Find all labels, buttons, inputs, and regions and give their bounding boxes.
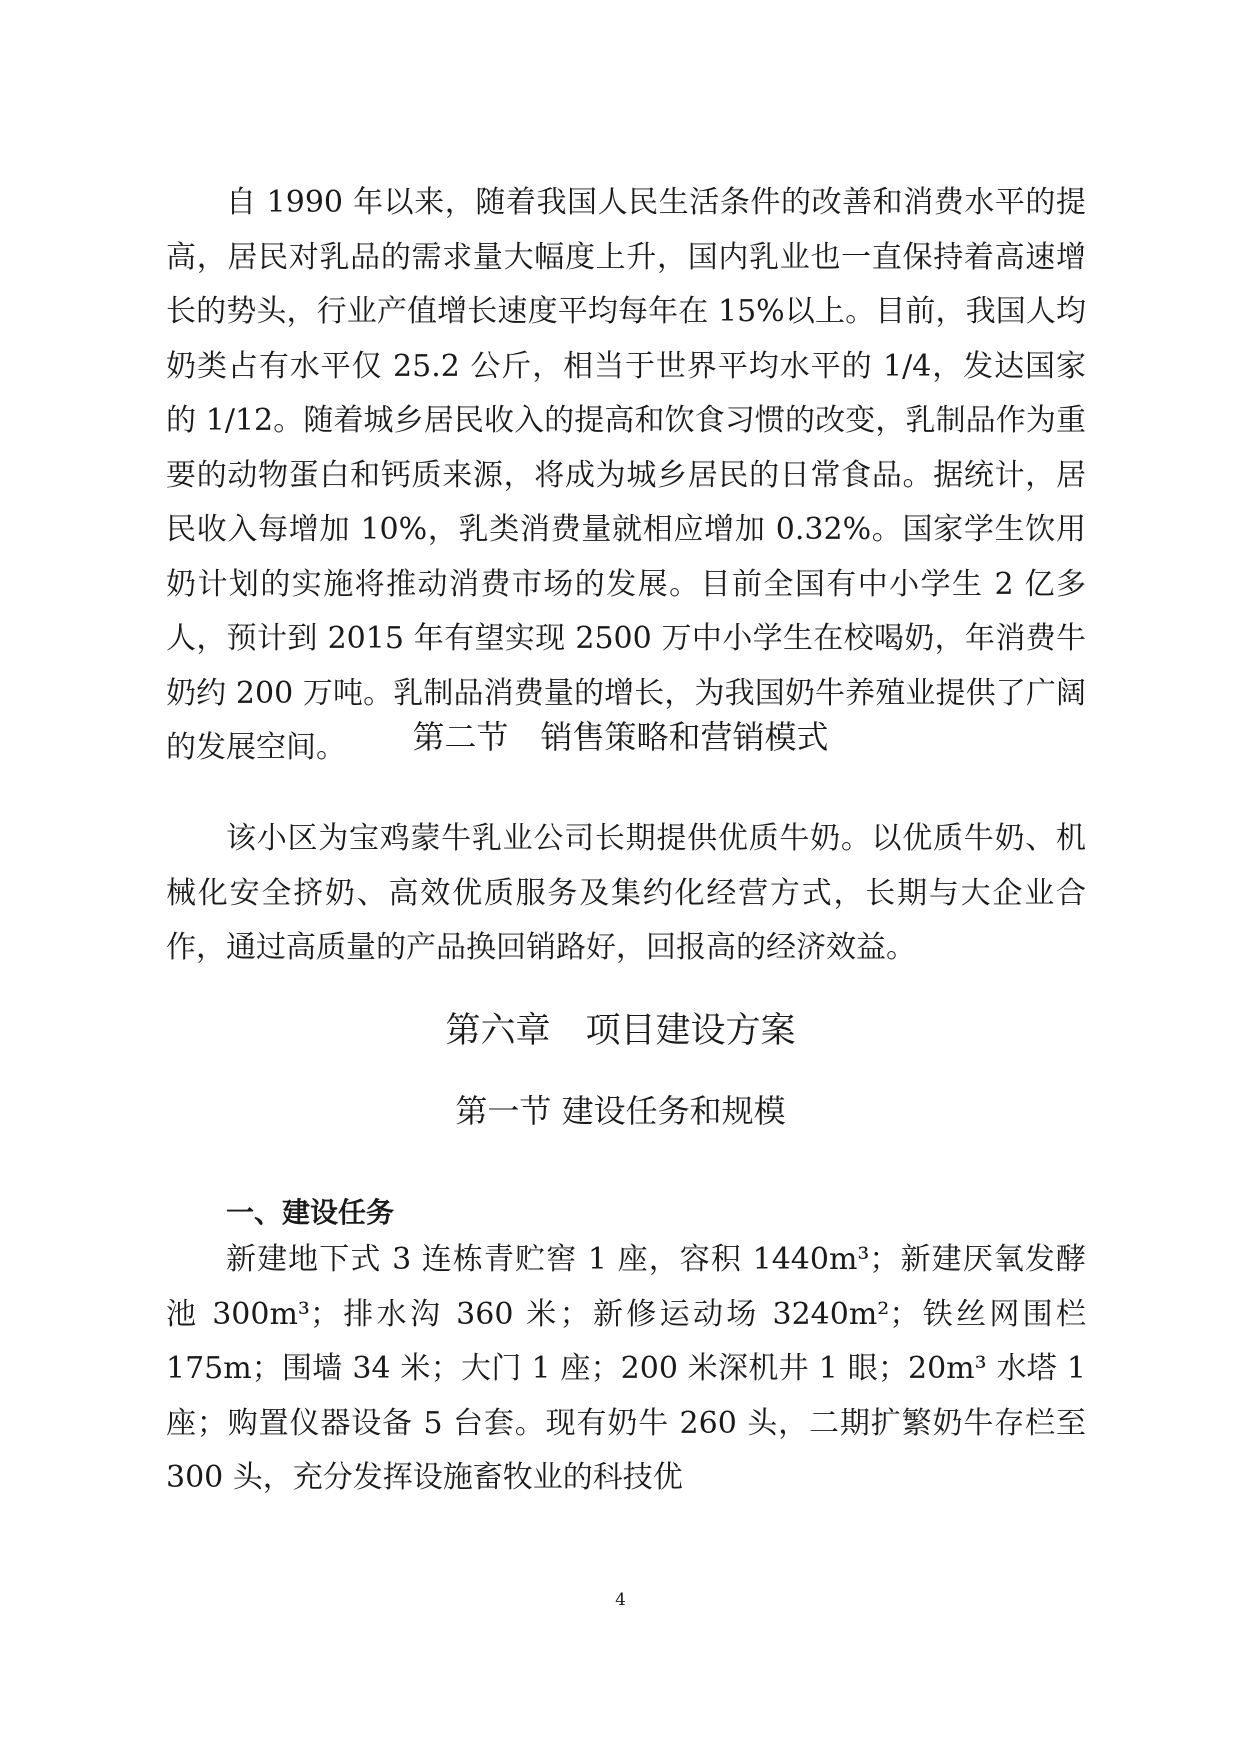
paragraph-dairy-demand: 自 1990 年以来，随着我国人民生活条件的改善和消费水平的提高，居民对乳品的需求量大幅度上升，国内乳业也一直保持着高速增长的势头，行业产值增长速度平均每年在 15%以上。目前，我国人均奶类占有水平仅 25.2 公斤，相当于世界平均水平的 1/4，发达国家的 1/12。随着城乡居民收入的提高和饮食习惯的改变，乳制品作为重要的动物蛋白和钙质来源，将成为城乡居民的日常食品。据统计，居民收入每增加 10%，乳类消费量就相应增加 0.32%。国家学生饮用奶计划的实施将推动消费市场的发展。目前全国有中小学生 2 亿多人，预计到 2015 年有望实现 2500 万中小学生在校喝奶，年消费牛奶约 200 万吨。乳制品消费量的增长，为我国奶牛养殖业提供了广阔的发展空间。 <box>166 185 1086 765</box>
section-heading-sales-strategy: 第二节 销售策略和营销模式 <box>412 718 829 756</box>
page-number: 4 <box>615 1590 626 1610</box>
paragraph-sales-model: 该小区为宝鸡蒙牛乳业公司长期提供优质牛奶。以优质牛奶、机械化安全挤奶、高效优质服务及集约化经营方式，长期与大企业合作，通过高质量的产品换回销路好，回报高的经济效益。 <box>166 821 1086 965</box>
chapter-heading-construction-plan: 第六章 项目建设方案 <box>445 1011 796 1051</box>
section-heading-tasks-scale: 第一节 建设任务和规模 <box>455 1092 786 1130</box>
subheading-construction-task: 一、建设任务 <box>226 1196 395 1229</box>
paragraph-construction-items: 新建地下式 3 连栋青贮窖 1 座，容积 1440m³；新建厌氧发酵池 300m³；排水沟 360 米；新修运动场 3240m²；铁丝网围栏 175m；围墙 34 米；大门 1 座；200 米深机井 1 眼；20m³ 水塔 1 座；购置仪器设备 5 台套。现有奶牛 260 头，二期扩繁奶牛存栏至 300 头，充分发挥设施畜牧业的科技优 <box>166 1242 1086 1495</box>
